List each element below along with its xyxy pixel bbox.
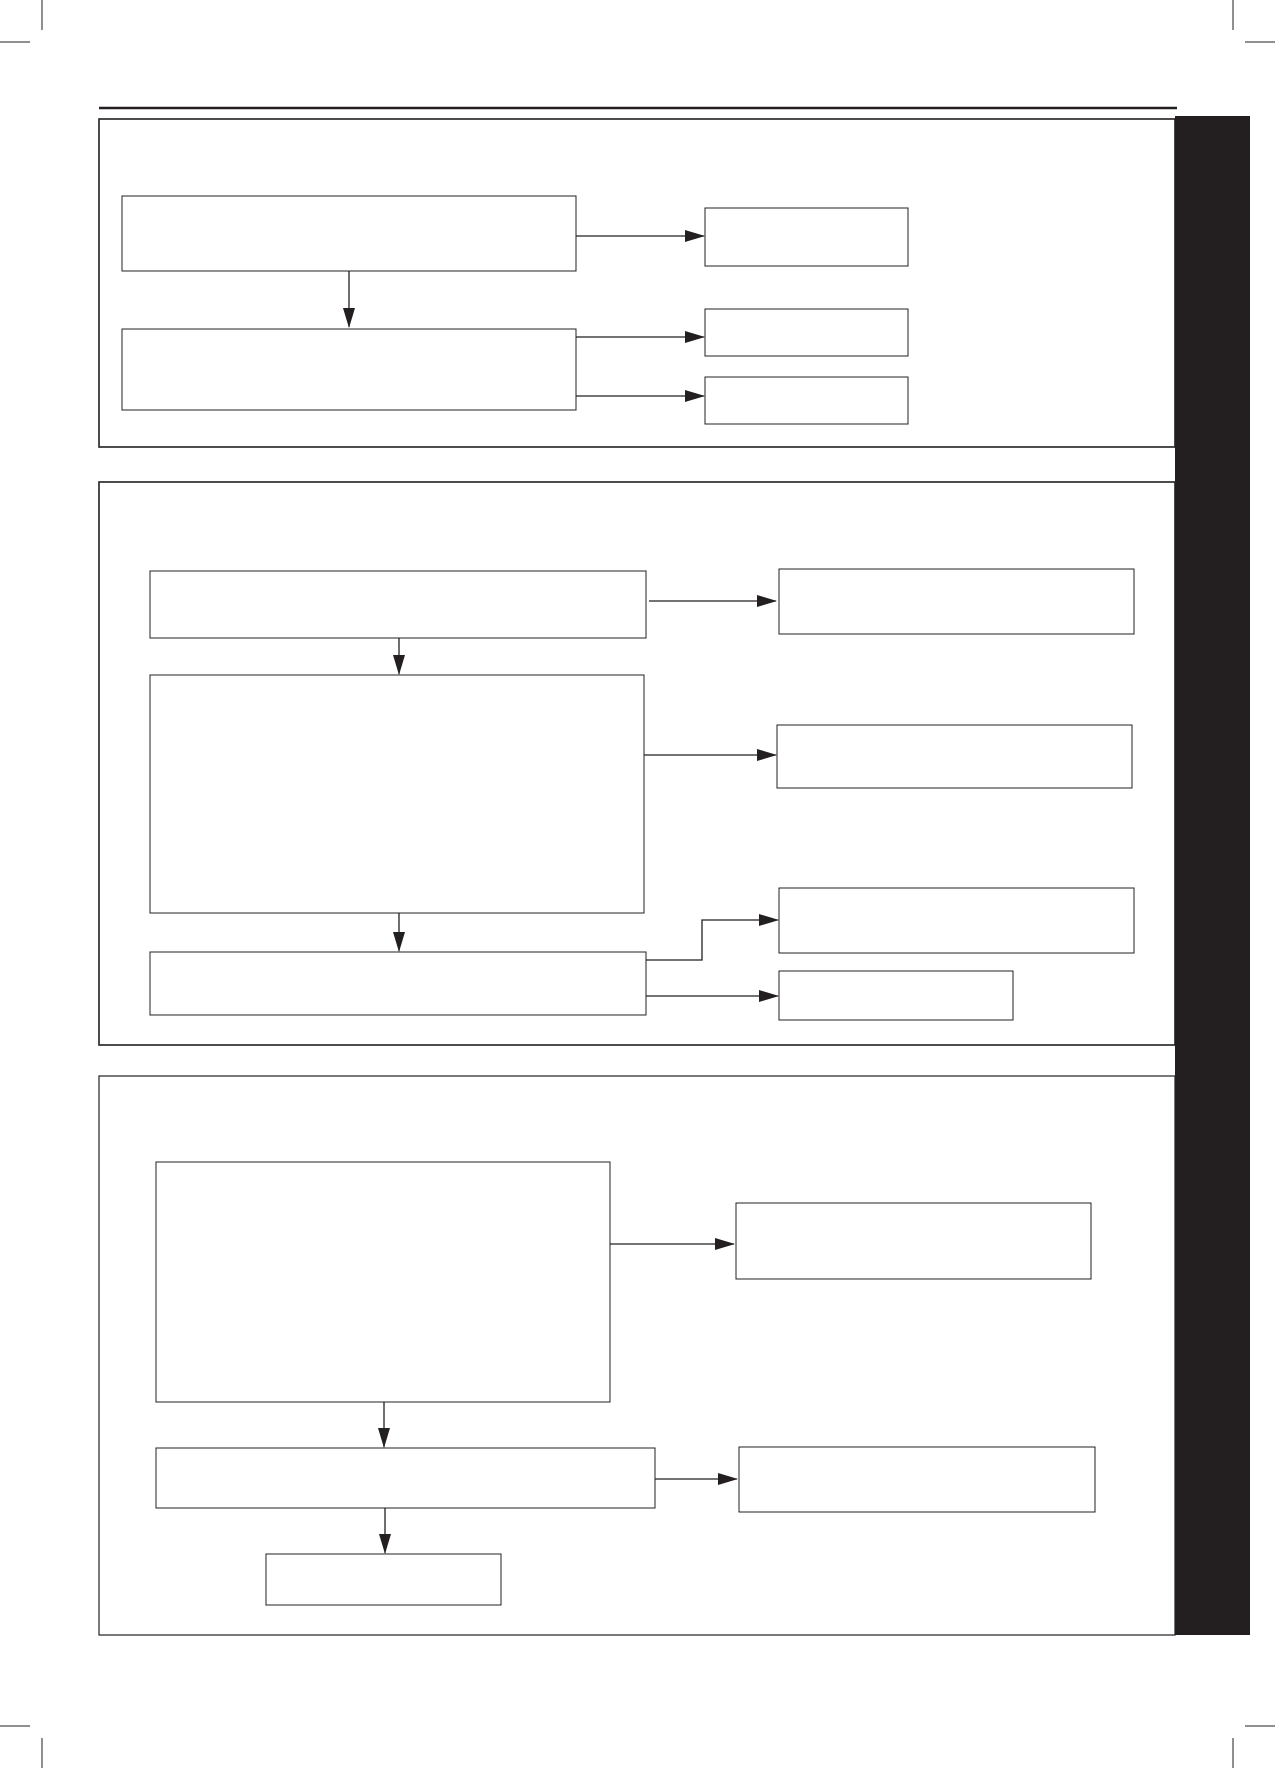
section1-result-box-1 bbox=[705, 208, 908, 266]
section1-step-box-1 bbox=[122, 196, 576, 271]
section2-result-box-1 bbox=[779, 569, 1134, 634]
flowchart-section-1 bbox=[99, 119, 1175, 447]
section3-step-box-2 bbox=[156, 1448, 655, 1508]
section3-result-box-2 bbox=[739, 1447, 1095, 1512]
section2-result-box-4 bbox=[779, 971, 1013, 1020]
section1-step-box-2 bbox=[122, 329, 576, 410]
flowchart-section-2 bbox=[99, 482, 1175, 1045]
section-2-frame bbox=[99, 482, 1175, 1045]
section-1-frame bbox=[99, 119, 1175, 447]
section2-arrow-elbow bbox=[646, 920, 778, 960]
section3-step-box-3 bbox=[266, 1554, 501, 1605]
section3-result-box-1 bbox=[736, 1203, 1091, 1279]
side-tab bbox=[1175, 116, 1250, 1635]
section2-result-box-2 bbox=[777, 725, 1132, 788]
section3-step-box-1 bbox=[156, 1162, 610, 1402]
section2-step-box-1 bbox=[150, 571, 646, 638]
section1-result-box-3 bbox=[705, 377, 908, 424]
flowchart-section-3 bbox=[99, 1076, 1175, 1635]
section2-step-box-2 bbox=[150, 675, 644, 913]
section-3-frame bbox=[99, 1076, 1175, 1635]
section2-step-box-3 bbox=[150, 952, 646, 1015]
section2-result-box-3 bbox=[779, 888, 1134, 953]
section1-result-box-2 bbox=[705, 309, 908, 356]
